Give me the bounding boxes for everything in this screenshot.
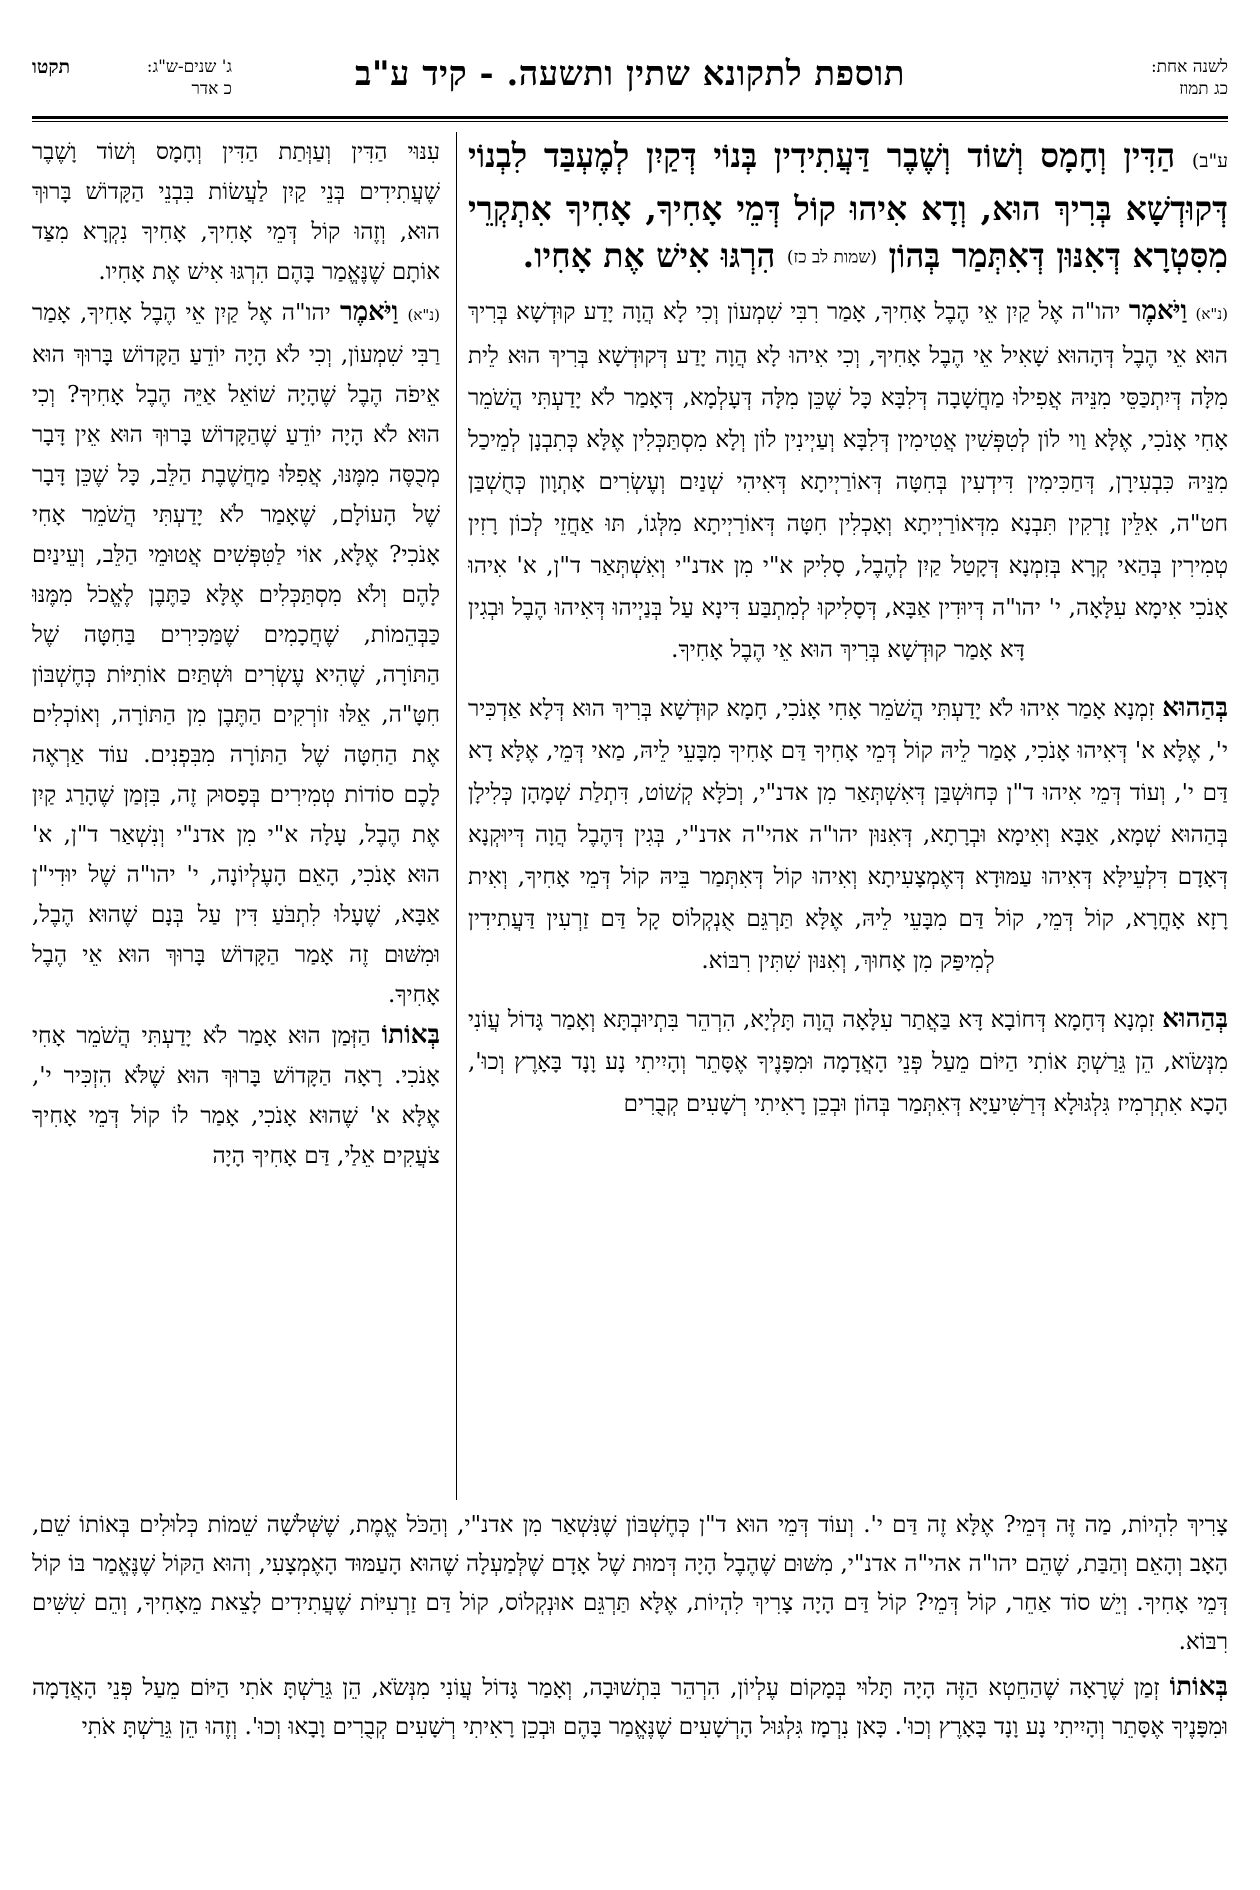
- paragraph-text: יהו"ה אֶל קַיִן אֵי הֶבֶל אָחִיךָ, אָמַר רִבִּי שִׁמְעוֹן וְכִי לָא הֲוָה יָדַע קוּדְשָׁא בְּרִיךְ הוּא אֵי הֶבֶל דְּהָהוּא שָׁאִיל אֵי הֶבֶל אָחִיךָ, וְכִי אִיהוּ לָא הֲוָה יָדַע דְּקוּדְשָׁא בְּרִיךְ הוּא לֵית מִלָּה דְּיִתְכַּסֵּי מִנֵּיהּ אֲפִילוּ מַחֲשָׁבָה דְּלִבָּא כָּל שֶׁכֵּן מִלָּה דְּעָלְמָא, דְּאָמַר לֹא יָדַעְתִּי הֲשֹׁמֵר אָחִי אָנֹכִי, אֶלָּא וַוי לוֹן לְטִפְּשִׁין אֲטִימִין דְּלִבָּא וְעַיְינִין לוֹן וְלָא מִסְתַּכְּלִין אֶלָּא כְּתִבְנָן לְמֵיכַל מִנֵּיהּ כִּבְעִירָן, דְּחַכִּימִין דִּידְעִין בְּחִטָּה דְּאוֹרַיְיתָא דְּאִיהִי שְׁנַיִם וְעֶשְׂרִים אָתְוָון כְּחֻשְׁבַּן חט"ה, אִלֵּין זָרְקִין תִּבְנָא מִדְּאוֹרַיְיתָא וְאָכְלִין חִטָּה דְּאוֹרַיְיתָא מִלְּגוֹ, תּוּ אַחֲזֵי לְכוֹן רָזִין טְמִירִין בְּהַאי קְרָא בְּזִמְנָא דְּקָטַל קַיִן לְהֶבֶל, סָלִיק א"י מִן אדנ"י וְאִשְׁתְּאַר ד"ן, א' אִיהוּ אָנֹכִי אִימָא עִלָּאָה, י' יהו"ה דְּיוּדִין אַבָּא, דְּסָלִיקוּ לְמִתְבַּע דִּינָא עַל בְּנַיְיהוּ דְּאִיהוּ הֶבֶל וּבְגִין דָּא אָמַר קוּדְשָׁא בְּרִיךְ הוּא אֵי הֶבֶל אָחִיךָ.: [468, 298, 1228, 663]
- schedule-one-year-label: לשנה אחת:: [1150, 57, 1228, 77]
- aramaic-paragraph-2: [468, 687, 1228, 982]
- page-number: תקטו: [32, 56, 71, 78]
- aramaic-column: [468, 132, 1228, 1500]
- opening-word: וַיֹּאמֶר: [339, 297, 399, 327]
- opening-word: בְּהַהוּא: [1162, 692, 1228, 723]
- schedule-one-year-date: כג תמוז: [1179, 79, 1228, 99]
- paragraph-text: הַזְּמַן הוּא אָמַר לֹא יָדַעְתִּי הֲשֹׁמֵר אָחִי אָנֹכִי. רָאָה הַקָּדוֹשׁ בָּרוּךְ הוּא שֶׁלֹּא הִזְכִּיר י', אֶלָּא א' שֶׁהוּא אָנֹכִי, אָמַר לוֹ קוֹל דְּמֵי אָחִיךָ צֹעֲקִים אֵלַי, דַּם אָחִיךָ הָיָה: [32, 1023, 440, 1169]
- paragraph-text: זִמְנָא אָמַר אִיהוּ לֹא יָדַעְתִּי הֲשֹׁמֵר אָחִי אָנֹכִי, חָמָא קוּדְשָׁא בְּרִיךְ הוּא דְּלָא אַדְכִּיר י', אֶלָּא א' דְּאִיהוּ אָנֹכִי, אָמַר לֵיהּ קוֹל דְּמֵי אָחִיךָ דַּם אָחִיךָ מִבָּעֵי לֵיהּ, מַאי דְּמֵי, אֶלָּא דָא דַּם י', וְעוֹד דְּמֵי אִיהוּ ד"ן כְּחוּשְׁבַּן דְּאִשְׁתְּאַר מִן אדנ"י, וְכֹלָּא קְשׁוֹט, דִּתְלַת שְׁמָהָן כְּלִילָן בְּהַהוּא שְׁמָא, אַבָּא וְאִימָא וּבְרָתָא, דְּאִנּוּן יהו"ה אהי"ה אדנ"י, בְּגִין דְּהֶבֶל הֲוָה דְּיוּקְנָא דְּאָדָם דִּלְעֵילָּא דְּאִיהוּ עַמּוּדָא דְּאֶמְצָעִיתָא וְאִיהוּ קוֹל דְּאִתְּמַר בֵּיהּ קוֹל דְּמֵי אָחִיךָ, וְאִית רָזָא אָחֳרָא, קוֹל דְּמֵי, קוֹל דַּם מִבָּעֵי לֵיהּ, אֶלָּא תַּרְגֵּם אֻנְקְלוֹס קָל דַּם זַרְעִין דַּעֲתִידִין לְמִיפַּק מִן אָחוּךְ, וְאִנּוּן שִׁתִּין רִבּוֹא.: [468, 695, 1228, 974]
- bottom-paragraph-2: [32, 1668, 1228, 1747]
- aramaic-paragraph-3: [468, 998, 1228, 1125]
- header-rule: [32, 116, 1228, 119]
- hebrew-paragraph-1: [32, 132, 440, 292]
- daf-marker: (נ"א): [407, 306, 440, 324]
- hebrew-paragraph-2: [32, 292, 440, 1015]
- paragraph-text: צָרִיךְ לִהְיוֹת, מַה זֶּה דְּמֵי? אֶלָּא זֶה דַּם י'. וְעוֹד דְּמֵי הוּא ד"ן כְּחֶשְׁבּוֹן שֶׁנִּשְׁאַר מִן אדנ"י, וְהַכֹּל אֱמֶת, שֶׁשְּׁלֹשָׁה שֵׁמוֹת כְּלוּלִים בְּאוֹתוֹ שֵׁם, הָאָב וְהָאֵם וְהַבַּת, שֶׁהֵם יהו"ה אהי"ה אדנ"י, מִשּׁוּם שֶׁהֶבֶל הָיָה דְּמוּת שֶׁל אָדָם שֶׁלְּמַעְלָה שֶׁהוּא הָעַמּוּד הָאֶמְצָעִי, וְהוּא הַקּוֹל שֶׁנֶּאֱמַר בּוֹ קוֹל דְּמֵי אָחִיךָ. וְיֵשׁ סוֹד אַחֵר, קוֹל דְּמֵי? קוֹל דַּם הָיָה צָרִיךְ לִהְיוֹת, אֶלָּא תַּרְגֵּם אוּנְקְלוֹס, קוֹל דַּם זַרְעִיּוֹת שֶׁעֲתִידִים לָצֵאת מֵאָחִיךָ, וְהֵם שִׁשִּׁים רִבּוֹא.: [32, 1512, 1228, 1655]
- opening-word: בְּאוֹתוֹ: [381, 1020, 440, 1050]
- page-title: תוספת לתקונא שתין ותשעה. - קיד ע"ב: [355, 54, 905, 94]
- header-rule-thin: [32, 121, 1228, 122]
- paragraph-text: עִנּוּי הַדִּין וְעַוְּתַת הַדִּין וְחָמָס וְשׁוֹד וָשֶׁבֶר שֶׁעֲתִידִים בְּנֵי קַיִן לַעֲשׂוֹת בִּבְנֵי הַקָּדוֹשׁ בָּרוּךְ הוּא, וְזֶהוּ קוֹל דְּמֵי אָחִיךָ, אָחִיךָ נִקְרָא מִצַּד אוֹתָם שֶׁנֶּאֱמַר בָּהֶם הִרְגּוּ אִישׁ אֶת אָחִיו.: [32, 139, 440, 285]
- hebrew-paragraph-3: [32, 1015, 440, 1176]
- opening-word: בְּאוֹתוֹ: [1169, 1672, 1228, 1702]
- hebrew-translation-column: [32, 132, 440, 1500]
- main-passage-end: הִרְגּוּ אִישׁ אֶת אָחִיו.: [522, 236, 776, 275]
- opening-word: וַיֹּאמֶר: [1128, 295, 1188, 326]
- aramaic-paragraph-1: [468, 290, 1228, 671]
- schedule-three-years-date: כ אדר: [191, 79, 232, 99]
- bottom-paragraph-1: [32, 1506, 1228, 1662]
- daf-marker: ע"ב): [1191, 150, 1228, 172]
- schedule-three-years-label: ג' שנים-ש"ג:: [146, 57, 232, 77]
- paragraph-text: זְמַן שֶׁרָאָה שֶׁהַחֵטְא הַזֶּה הָיָה תָּלוּי בְּמָקוֹם עֶלְיוֹן, הִרְהֵר בִּתְשׁוּבָה, וְאָמַר גָּדוֹל עֲוֹנִי מִנְּשֹׂא, הֵן גֵּרַשְׁתָּ אֹתִי הַיּוֹם מֵעַל פְּנֵי הָאֲדָמָה וּמִפָּנֶיךָ אֶסָּתֵר וְהָיִיתִי נָע וָנָד בָּאָרֶץ וְכוּ'. כָּאן נִרְמָז גִּלְגּוּל הָרְשָׁעִים שֶׁנֶּאֱמַר בָּהֶם וּבְכֵן רָאִיתִי רְשָׁעִים קְבֻרִים וָבָאוּ וְכוּ'. וְזֶהוּ הֵן גֵּרַשְׁתָּ אֹתִי: [32, 1675, 1228, 1740]
- schedule-one-year: [1058, 56, 1228, 100]
- verse-reference: (שמות לב כז): [786, 247, 878, 268]
- column-divider: [456, 132, 457, 1500]
- paragraph-text: יהו"ה אֶל קַיִן אֵי הֶבֶל אָחִיךָ, אָמַר רַבִּי שִׁמְעוֹן, וְכִי לֹא הָיָה יוֹדֵעַ הַקָּדוֹשׁ בָּרוּךְ הוּא אֵיפֹה הֶבֶל שֶׁהָיָה שׁוֹאֵל אַיֵּה הֶבֶל אָחִיךָ? וְכִי הוּא לֹא הָיָה יוֹדֵעַ שֶׁהַקָּדוֹשׁ בָּרוּךְ הוּא אֵין דָּבָר מְכֻסֶּה מִמֶּנּוּ, אֲפִלּוּ מַחֲשֶׁבֶת הַלֵּב, כָּל שֶׁכֵּן דָּבָר שֶׁל הָעוֹלָם, שֶׁאָמַר לֹא יָדַעְתִּי הֲשֹׁמֵר אָחִי אָנֹכִי? אֶלָּא, אוֹי לַטִּפְּשִׁים אֲטוּמֵי הַלֵּב, וְעֵינַיִם לָהֶם וְלֹא מִסְתַּכְּלִים אֶלָּא כַּתֶּבֶן לֶאֱכֹל מִמֶּנּוּ כַּבְּהֵמוֹת, שֶׁחֲכָמִים שֶׁמַּכִּירִים בַּחִטָּה שֶׁל הַתּוֹרָה, שֶׁהִיא עֶשְׂרִים וּשְׁתַּיִם אוֹתִיּוֹת כְּחֶשְׁבּוֹן חִטָּ"ה, אֵלּוּ זוֹרְקִים הַתֶּבֶן מִן הַתּוֹרָה, וְאוֹכְלִים אֶת הַחִטָּה שֶׁל הַתּוֹרָה מִבִּפְנִים. עוֹד אַרְאֶה לָכֶם סוֹדוֹת טְמִירִים בְּפָסוּק זֶה, בִּזְמַן שֶׁהָרַג קַיִן אֶת הֶבֶל, עָלָה א"י מִן אדנ"י וְנִשְׁאַר ד"ן, א' הוּא אָנֹכִי, הָאֵם הָעֶלְיוֹנָה, י' יהו"ה שֶׁל יוּדִי"ן אַבָּא, שֶׁעָלוּ לִתְבֹּעַ דִּין עַל בְּנָם שֶׁהוּא הֶבֶל, וּמִשּׁוּם זֶה אָמַר הַקָּדוֹשׁ בָּרוּךְ הוּא אֵי הֶבֶל אָחִיךָ.: [32, 300, 440, 1008]
- bottom-full-width-text: [32, 1506, 1228, 1858]
- main-passage: [468, 132, 1228, 282]
- page-header: [32, 52, 1228, 114]
- daf-marker: (נ"א): [1195, 304, 1228, 323]
- main-passage-text: הַדִּין וְחָמָס וְשׁוֹד וְשֶׁבֶר דַּעֲתִידִין בְּנוֹי דְּקַיִן לְמֶעְבַּד לִבְנוֹי דְּקוּדְשָׁא בְּרִיךְ הוּא, וְדָא אִיהוּ קוֹל דְּמֵי אָחִיךָ, אָחִיךָ אִתְקְרֵי מִסִּטְרָא דְּאִנּוּן דְּאִתְּמַר בְּהוֹן: [468, 136, 1228, 275]
- opening-word: בְּהַהוּא: [1162, 1003, 1228, 1034]
- paragraph-text: זִמְנָא דְּחָמָא דְּחוֹבָא דָּא בַּאֲתַר עִלָּאָה הֲוָה תָּלְיָא, הִרְהֵר בִּתְיוּבְתָּא וְאָמַר גָּדוֹל עֲוֹנִי מִנְּשֹׂוא, הֵן גֵּרַשְׁתָּ אוֹתִי הַיּוֹם מֵעַל פְּנֵי הָאֲדָמָה וּמִפָּנֶיךָ אֶסָּתֵר וְהָיִיתִי נָע וָנָד בָּאָרֶץ וְכוּ', הָכָא אִתְרְמִיז גִּלְגּוּלָא דְּרַשִּׁיעַיָּא דְּאִתְּמַר בְּהוֹן וּבְכֵן רָאִיתִי רְשָׁעִים קְבֻרִים: [468, 1006, 1228, 1117]
